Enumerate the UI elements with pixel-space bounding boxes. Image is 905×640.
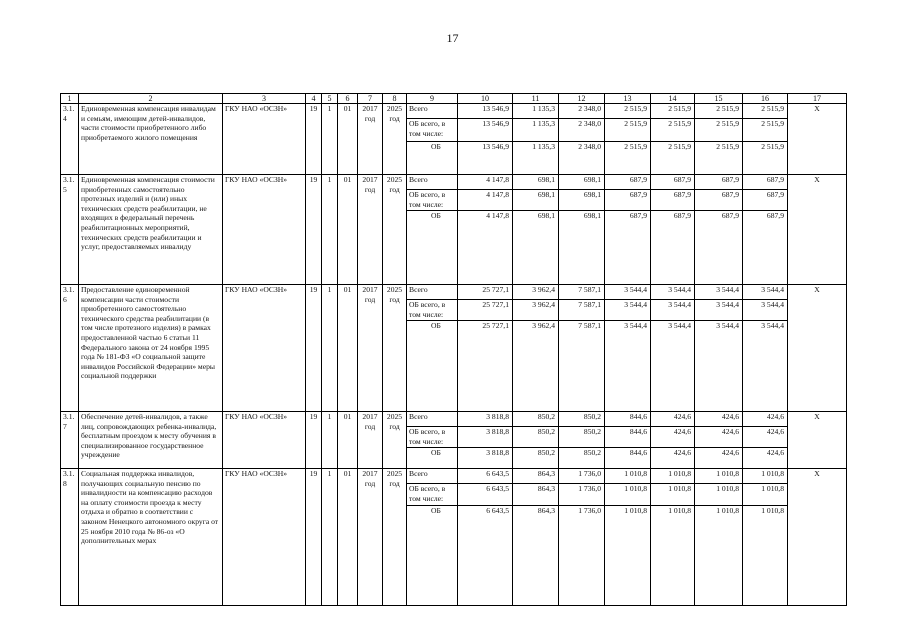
funding-label-including: ОБ всего, в том числе: — [407, 119, 458, 142]
end-year-suffix: год — [389, 421, 400, 431]
amount-cell: 424,6 — [695, 427, 743, 448]
amount-cell: 2 515,9 — [743, 142, 788, 175]
start-year: 2017 — [362, 469, 378, 478]
amount-cell: 424,6 — [651, 448, 695, 469]
code-col-6: 01 — [338, 285, 358, 412]
amount-cell: 6 643,5 — [458, 484, 513, 506]
amount-cell: 6 643,5 — [458, 469, 513, 484]
code-col-5: 1 — [322, 104, 338, 175]
header-cell-15: 15 — [695, 94, 743, 104]
amount-cell: 3 544,4 — [695, 321, 743, 412]
amount-cell: 3 544,4 — [695, 285, 743, 300]
amount-cell: 7 587,1 — [559, 285, 605, 300]
amount-cell: 25 727,1 — [458, 300, 513, 321]
funding-label-total: Всего — [407, 412, 458, 427]
code-col-5: 1 — [322, 469, 338, 606]
funding-label-including: ОБ всего, в том числе: — [407, 300, 458, 321]
column-17-value: X — [788, 175, 847, 285]
amount-cell: 2 515,9 — [695, 142, 743, 175]
amount-cell: 25 727,1 — [458, 321, 513, 412]
amount-cell: 424,6 — [651, 412, 695, 427]
amount-cell: 687,9 — [695, 190, 743, 211]
start-year-suffix: год — [364, 113, 376, 123]
amount-cell: 2 348,0 — [559, 119, 605, 142]
start-year-suffix: год — [364, 294, 376, 304]
amount-cell: 13 546,9 — [458, 104, 513, 119]
amount-cell: 1 010,8 — [605, 506, 651, 606]
header-cell-2: 2 — [79, 94, 223, 104]
end-year-cell — [383, 285, 407, 412]
responsible-org: ГКУ НАО «ОСЗН» — [223, 175, 306, 285]
item-name: Предоставление единовременной компенсации части стоимости приобретенного самостоятельно технического средства реабилитации (в том числе протезного изделия) в рамках предоставленной частью 6 статьи 11 Федерального закона от 24 ноября 1995 года № 181-ФЗ «О социальной защите инвалидов Российской Федерации» меры социальной поддержки — [79, 285, 223, 412]
code-col-6: 01 — [338, 175, 358, 285]
end-year-suffix: год — [389, 184, 400, 194]
amount-cell: 6 643,5 — [458, 506, 513, 606]
code-col-5: 1 — [322, 285, 338, 412]
funding-label-ob: ОБ — [407, 506, 458, 606]
start-year-cell — [358, 412, 383, 469]
amount-cell: 850,2 — [559, 412, 605, 427]
amount-cell: 864,3 — [513, 484, 559, 506]
amount-cell: 2 515,9 — [651, 119, 695, 142]
amount-cell: 844,6 — [605, 412, 651, 427]
amount-cell: 424,6 — [743, 412, 788, 427]
code-col-4: 19 — [306, 285, 322, 412]
amount-cell: 7 587,1 — [559, 321, 605, 412]
amount-cell: 7 587,1 — [559, 300, 605, 321]
item-name: Единовременная компенсация стоимости приобретенных самостоятельно протезных изделий и (или) иных технических средств реабилитации, не входящих в федеральный перечень реабилитационных мероприятий, технических средств реабилитации и услуг, предоставляемых инвалиду — [79, 175, 223, 285]
funding-label-total: Всего — [407, 104, 458, 119]
amount-cell: 850,2 — [513, 427, 559, 448]
funding-label-ob: ОБ — [407, 448, 458, 469]
amount-cell: 1 010,8 — [605, 469, 651, 484]
end-year-suffix: год — [389, 294, 400, 304]
code-col-4: 19 — [306, 469, 322, 606]
amount-cell: 1 135,3 — [513, 104, 559, 119]
amount-cell: 25 727,1 — [458, 285, 513, 300]
item-name: Социальная поддержка инвалидов, получающих социальную пенсию по инвалидности на компенсацию расходов на оплату стоимости проезда к месту отдыха и обратно в соответствии с законом Ненецкого автономного округа от 25 ноября 2010 года № 86-оз «О дополнительных мерах — [79, 469, 223, 606]
end-year-cell — [383, 469, 407, 606]
funding-label-total: Всего — [407, 285, 458, 300]
amount-cell: 3 544,4 — [695, 300, 743, 321]
header-cell-1: 1 — [61, 94, 79, 104]
amount-cell: 4 147,8 — [458, 175, 513, 190]
amount-cell: 2 515,9 — [695, 119, 743, 142]
code-col-6: 01 — [338, 412, 358, 469]
amount-cell: 2 515,9 — [651, 104, 695, 119]
amount-cell: 850,2 — [559, 448, 605, 469]
amount-cell: 424,6 — [695, 412, 743, 427]
end-year: 2025 — [386, 285, 403, 294]
amount-cell: 687,9 — [651, 175, 695, 190]
funding-label-ob: ОБ — [407, 321, 458, 412]
amount-cell: 844,6 — [605, 448, 651, 469]
amount-cell: 844,6 — [605, 427, 651, 448]
amount-cell: 424,6 — [743, 427, 788, 448]
code-col-5: 1 — [322, 412, 338, 469]
amount-cell: 3 962,4 — [513, 321, 559, 412]
funding-label-including: ОБ всего, в том числе: — [407, 190, 458, 211]
amount-cell: 2 515,9 — [695, 104, 743, 119]
amount-cell: 698,1 — [513, 190, 559, 211]
amount-cell: 1 010,8 — [695, 506, 743, 606]
item-number: 3.1.4 — [61, 104, 79, 175]
amount-cell: 1 010,8 — [651, 469, 695, 484]
header-cell-6: 6 — [338, 94, 358, 104]
amount-cell: 3 818,8 — [458, 427, 513, 448]
funding-label-including: ОБ всего, в том числе: — [407, 427, 458, 448]
responsible-org: ГКУ НАО «ОСЗН» — [223, 412, 306, 469]
amount-cell: 687,9 — [651, 211, 695, 285]
amount-cell: 698,1 — [513, 211, 559, 285]
item-number: 3.1.5 — [61, 175, 79, 285]
amount-cell: 3 544,4 — [605, 300, 651, 321]
amount-cell: 1 135,3 — [513, 119, 559, 142]
end-year: 2025 — [386, 469, 403, 478]
amount-cell: 3 818,8 — [458, 448, 513, 469]
amount-cell: 424,6 — [651, 427, 695, 448]
amount-cell: 3 544,4 — [743, 300, 788, 321]
code-col-4: 19 — [306, 175, 322, 285]
header-cell-5: 5 — [322, 94, 338, 104]
header-cell-10: 10 — [458, 94, 513, 104]
amount-cell: 1 010,8 — [695, 484, 743, 506]
header-cell-14: 14 — [651, 94, 695, 104]
end-year-cell — [383, 175, 407, 285]
amount-cell: 1 010,8 — [605, 484, 651, 506]
amount-cell: 3 962,4 — [513, 300, 559, 321]
start-year-suffix: год — [364, 478, 376, 488]
amount-cell: 1 736,0 — [559, 469, 605, 484]
start-year-suffix: год — [364, 421, 376, 431]
amount-cell: 687,9 — [743, 190, 788, 211]
column-17-value: X — [788, 469, 847, 606]
funding-label-including: ОБ всего, в том числе: — [407, 484, 458, 506]
table-row — [61, 285, 847, 300]
amount-cell: 1 010,8 — [651, 484, 695, 506]
amount-cell: 1 010,8 — [651, 506, 695, 606]
column-17-value: X — [788, 285, 847, 412]
code-col-6: 01 — [338, 104, 358, 175]
amount-cell: 3 962,4 — [513, 285, 559, 300]
funding-label-total: Всего — [407, 175, 458, 190]
page-number: 17 — [446, 31, 459, 45]
header-cell-4: 4 — [306, 94, 322, 104]
amount-cell: 698,1 — [513, 175, 559, 190]
funding-label-total: Всего — [407, 469, 458, 484]
start-year-suffix: год — [364, 184, 376, 194]
responsible-org: ГКУ НАО «ОСЗН» — [223, 285, 306, 412]
amount-cell: 1 010,8 — [743, 484, 788, 506]
table-row — [61, 412, 847, 427]
item-name: Обеспечение детей-инвалидов, а также лиц, сопровождающих ребенка-инвалида, бесплатным проездом к месту обучения в специализированное государственное учреждение — [79, 412, 223, 469]
responsible-org: ГКУ НАО «ОСЗН» — [223, 469, 306, 606]
end-year-cell — [383, 412, 407, 469]
amount-cell: 2 515,9 — [743, 104, 788, 119]
amount-cell: 13 546,9 — [458, 119, 513, 142]
start-year: 2017 — [362, 285, 378, 294]
header-cell-16: 16 — [743, 94, 788, 104]
amount-cell: 850,2 — [513, 412, 559, 427]
header-cell-9: 9 — [407, 94, 458, 104]
amount-cell: 424,6 — [743, 448, 788, 469]
amount-cell: 3 544,4 — [651, 321, 695, 412]
amount-cell: 687,9 — [695, 211, 743, 285]
amount-cell: 3 818,8 — [458, 412, 513, 427]
start-year: 2017 — [362, 104, 378, 113]
code-col-5: 1 — [322, 175, 338, 285]
code-col-6: 01 — [338, 469, 358, 606]
amount-cell: 687,9 — [651, 190, 695, 211]
amount-cell: 687,9 — [743, 211, 788, 285]
table-row — [61, 469, 847, 484]
amount-cell: 850,2 — [559, 427, 605, 448]
amount-cell: 687,9 — [605, 175, 651, 190]
item-number: 3.1.8 — [61, 469, 79, 606]
header-cell-8: 8 — [383, 94, 407, 104]
amount-cell: 698,1 — [559, 175, 605, 190]
start-year-cell — [358, 175, 383, 285]
start-year-cell — [358, 104, 383, 175]
header-cell-13: 13 — [605, 94, 651, 104]
responsible-org: ГКУ НАО «ОСЗН» — [223, 104, 306, 175]
amount-cell: 1 736,0 — [559, 506, 605, 606]
amount-cell: 3 544,4 — [743, 321, 788, 412]
item-name: Единовременная компенсация инвалидам и семьям, имеющим детей-инвалидов, части стоимости приобретенного либо приобретаемого жилого помещения — [79, 104, 223, 175]
amount-cell: 687,9 — [605, 211, 651, 285]
amount-cell: 864,3 — [513, 469, 559, 484]
amount-cell: 698,1 — [559, 211, 605, 285]
amount-cell: 3 544,4 — [651, 285, 695, 300]
amount-cell: 2 515,9 — [605, 104, 651, 119]
end-year: 2025 — [386, 104, 403, 113]
header-cell-3: 3 — [223, 94, 306, 104]
amount-cell: 687,9 — [743, 175, 788, 190]
amount-cell: 1 010,8 — [743, 469, 788, 484]
amount-cell: 698,1 — [559, 190, 605, 211]
item-number: 3.1.6 — [61, 285, 79, 412]
amount-cell: 1 135,3 — [513, 142, 559, 175]
amount-cell: 3 544,4 — [605, 321, 651, 412]
end-year: 2025 — [386, 412, 403, 421]
start-year-cell — [358, 469, 383, 606]
amount-cell: 2 348,0 — [559, 142, 605, 175]
end-year-suffix: год — [389, 113, 400, 123]
end-year: 2025 — [386, 175, 403, 184]
amount-cell: 687,9 — [605, 190, 651, 211]
amount-cell: 424,6 — [695, 448, 743, 469]
header-cell-12: 12 — [559, 94, 605, 104]
amount-cell: 850,2 — [513, 448, 559, 469]
header-row — [61, 94, 847, 104]
funding-label-ob: ОБ — [407, 211, 458, 285]
item-number: 3.1.7 — [61, 412, 79, 469]
amount-cell: 2 348,0 — [559, 104, 605, 119]
amount-cell: 1 736,0 — [559, 484, 605, 506]
end-year-suffix: год — [389, 478, 400, 488]
amount-cell: 1 010,8 — [743, 506, 788, 606]
amount-cell: 864,3 — [513, 506, 559, 606]
amount-cell: 1 010,8 — [695, 469, 743, 484]
amount-cell: 2 515,9 — [605, 142, 651, 175]
start-year-cell — [358, 285, 383, 412]
table-row — [61, 175, 847, 190]
amount-cell: 3 544,4 — [651, 300, 695, 321]
column-17-value: X — [788, 104, 847, 175]
header-cell-7: 7 — [358, 94, 383, 104]
funding-label-ob: ОБ — [407, 142, 458, 175]
amount-cell: 3 544,4 — [743, 285, 788, 300]
program-table — [60, 93, 847, 606]
amount-cell: 4 147,8 — [458, 211, 513, 285]
code-col-4: 19 — [306, 412, 322, 469]
table-row — [61, 104, 847, 119]
column-17-value: X — [788, 412, 847, 469]
header-cell-17: 17 — [788, 94, 847, 104]
end-year-cell — [383, 104, 407, 175]
amount-cell: 687,9 — [695, 175, 743, 190]
start-year: 2017 — [362, 412, 378, 421]
amount-cell: 3 544,4 — [605, 285, 651, 300]
header-cell-11: 11 — [513, 94, 559, 104]
code-col-4: 19 — [306, 104, 322, 175]
amount-cell: 13 546,9 — [458, 142, 513, 175]
amount-cell: 2 515,9 — [605, 119, 651, 142]
amount-cell: 2 515,9 — [651, 142, 695, 175]
amount-cell: 2 515,9 — [743, 119, 788, 142]
start-year: 2017 — [362, 175, 378, 184]
amount-cell: 4 147,8 — [458, 190, 513, 211]
